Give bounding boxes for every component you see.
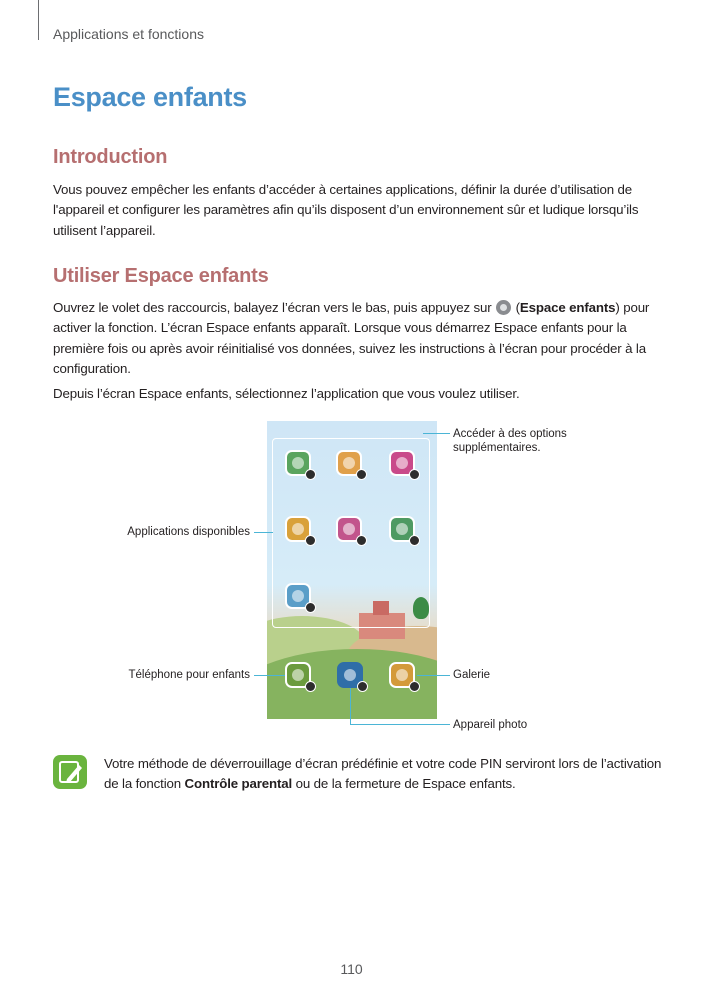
usage-heading: Utiliser Espace enfants <box>53 265 269 287</box>
usage-p1-after: pour activer la fonction. L’écran Espace enfants apparaît. Lorsque vous démarrez Espace enfants pour la première fois ou après avoir réinitialisé vos données, suivez les instructions à l’écran pour procéder à la configuration. <box>53 300 650 377</box>
callout-more-options: Accéder à des options supplémentaires. <box>453 428 567 454</box>
callout-line <box>417 675 450 676</box>
download-badge-icon <box>305 602 316 613</box>
download-badge-icon <box>356 469 367 480</box>
kids-space-icon <box>496 300 511 315</box>
chapter-title: Espace enfants <box>53 82 247 112</box>
callout-line <box>254 532 273 533</box>
usage-paragraph-1: Ouvrez le volet des raccourcis, balayez l’écran vers le bas, puis appuyez sur (Espace enfants) pour activer la fonction. L’écran Espace enfants apparaît. Lorsque vous démarrez Espace enfants pour la première fois ou après avoir réinitialisé vos données, suivez les instructions à l’écran pour procéder à la configuration. <box>53 300 650 377</box>
page-number: 110 <box>340 961 363 977</box>
note-pencil-icon <box>53 755 87 789</box>
download-badge-icon <box>409 469 420 480</box>
running-head: Applications et fonctions <box>53 26 204 42</box>
callout-line <box>350 688 351 725</box>
margin-rule <box>38 0 39 40</box>
usage-p1-bold: Espace enfants <box>519 300 616 315</box>
download-badge-icon <box>357 681 368 692</box>
download-badge-icon <box>409 681 420 692</box>
note-text-before: Votre méthode de déverrouillage d’écran prédéfinie et votre code PIN serviront lors de l’activation de la fonction <box>104 756 662 792</box>
callout-line <box>350 724 450 725</box>
callout-kids-phone: Téléphone pour enfants <box>128 669 250 681</box>
download-badge-icon <box>409 535 420 546</box>
usage-paragraph-2: Depuis l’écran Espace enfants, sélectionnez l’application que vous voulez utiliser. <box>53 386 520 401</box>
callout-camera: Appareil photo <box>453 719 528 731</box>
callout-gallery: Galerie <box>453 669 491 681</box>
callout-line <box>423 433 450 434</box>
usage-p1-before: Ouvrez le volet des raccourcis, balayez l’écran vers le bas, puis appuyez sur <box>53 300 496 315</box>
note-text <box>104 754 664 795</box>
download-badge-icon <box>356 535 367 546</box>
note-text-after: ou de la fermeture de Espace enfants. <box>292 776 516 792</box>
download-badge-icon <box>305 469 316 480</box>
callout-line <box>254 675 285 676</box>
download-badge-icon <box>305 535 316 546</box>
note-text-bold: Contrôle parental <box>184 776 293 792</box>
intro-paragraph: Vous pouvez empêcher les enfants d’accéder à certaines applications, définir la durée d’utilisation de l'appareil et configurer les paramètres afin qu’ils disposent d’un environnement sûr et ludique lorsqu’ils utilisent l’appareil. <box>53 182 639 238</box>
download-badge-icon <box>305 681 316 692</box>
intro-heading: Introduction <box>53 146 168 168</box>
callout-available-apps: Applications disponibles <box>127 526 250 538</box>
